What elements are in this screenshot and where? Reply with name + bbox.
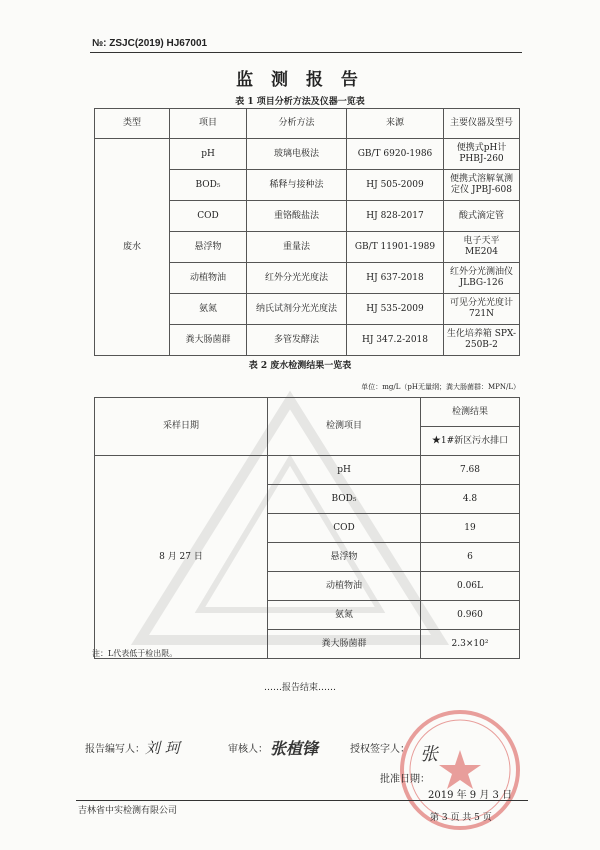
item-cell: 粪大肠菌群: [268, 630, 421, 659]
col-header-item: 项目: [170, 109, 247, 139]
item-cell: BOD₅: [170, 170, 247, 201]
results-table: [94, 397, 520, 659]
instrument-cell: 电子天平 ME204: [444, 232, 520, 263]
date-cell: 8 月 27 日: [95, 456, 268, 659]
header-rule: [90, 52, 522, 53]
source-cell: HJ 637-2018: [347, 263, 444, 294]
method-cell: 玻璃电极法: [247, 139, 347, 170]
table-row: [95, 139, 520, 170]
approve-date: 2019 年 9 月 3 日: [428, 790, 513, 801]
signer-label: 授权签字人：: [350, 744, 410, 755]
writer-label: 报告编写人：: [85, 744, 145, 755]
reviewer-signature: 张植锋: [270, 739, 319, 758]
item-cell: 悬浮物: [170, 232, 247, 263]
source-cell: HJ 505-2009: [347, 170, 444, 201]
instrument-cell: 便携式溶解氧测定仪 JPBJ-608: [444, 170, 520, 201]
item-cell: 动植物油: [170, 263, 247, 294]
value-cell: 0.06L: [421, 572, 520, 601]
writer-signature: 刘 珂: [145, 739, 180, 757]
footnote: 注：L代表低于检出限。: [92, 649, 178, 658]
end-of-report: ……报告结束……: [263, 683, 336, 693]
value-cell: 4.8: [421, 485, 520, 514]
footer-rule: [76, 800, 528, 801]
company-name: 吉林省中实检测有限公司: [78, 806, 178, 816]
report-title: 监 测 报 告: [236, 70, 364, 90]
type-cell: 废水: [95, 139, 170, 356]
col-header-date: 采样日期: [95, 398, 268, 456]
item-cell: 悬浮物: [268, 543, 421, 572]
source-cell: GB/T 11901-1989: [347, 232, 444, 263]
table-row: [95, 456, 520, 485]
item-cell: COD: [268, 514, 421, 543]
col-header-method: 分析方法: [247, 109, 347, 139]
source-cell: HJ 535-2009: [347, 294, 444, 325]
method-cell: 多管发酵法: [247, 325, 347, 356]
item-cell: 动植物油: [268, 572, 421, 601]
method-cell: 重铬酸盐法: [247, 201, 347, 232]
method-cell: 红外分光光度法: [247, 263, 347, 294]
table1-caption: 表 1 项目分析方法及仪器一览表: [235, 97, 365, 107]
value-cell: 2.3×10²: [421, 630, 520, 659]
col-header-item: 检测项目: [268, 398, 421, 456]
col-header-result: 检测结果: [421, 398, 520, 427]
item-cell: pH: [268, 456, 421, 485]
method-cell: 重量法: [247, 232, 347, 263]
table2-caption: 表 2 废水检测结果一览表: [248, 361, 352, 371]
approve-date-label: 批准日期：: [380, 774, 430, 785]
report-number: №: ZSJC(2019) HJ67001: [92, 38, 208, 49]
item-cell: pH: [170, 139, 247, 170]
item-cell: BOD₅: [268, 485, 421, 514]
source-cell: GB/T 6920-1986: [347, 139, 444, 170]
value-cell: 7.68: [421, 456, 520, 485]
instrument-cell: 红外分光测油仪 JLBG-126: [444, 263, 520, 294]
item-cell: 氨氮: [170, 294, 247, 325]
item-cell: 粪大肠菌群: [170, 325, 247, 356]
sampling-point: ★1#新区污水排口: [421, 427, 520, 456]
unit-note: 单位：mg/L（pH无量纲；粪大肠菌群：MPN/L）: [361, 383, 520, 391]
methods-table: [94, 108, 520, 356]
instrument-cell: 酸式滴定管: [444, 201, 520, 232]
instrument-cell: 可见分光光度计 721N: [444, 294, 520, 325]
value-cell: 19: [421, 514, 520, 543]
page-number: 第 3 页 共 5 页: [430, 813, 492, 823]
method-cell: 纳氏试剂分光光度法: [247, 294, 347, 325]
item-cell: 氨氮: [268, 601, 421, 630]
source-cell: HJ 347.2-2018: [347, 325, 444, 356]
col-header-type: 类型: [95, 109, 170, 139]
col-header-instrument: 主要仪器及型号: [444, 109, 520, 139]
instrument-cell: 便携式pH计 PHBJ-260: [444, 139, 520, 170]
method-cell: 稀释与接种法: [247, 170, 347, 201]
value-cell: 6: [421, 543, 520, 572]
signer-signature: 张: [420, 744, 438, 765]
item-cell: COD: [170, 201, 247, 232]
value-cell: 0.960: [421, 601, 520, 630]
source-cell: HJ 828-2017: [347, 201, 444, 232]
reviewer-label: 审核人：: [228, 744, 268, 755]
instrument-cell: 生化培养箱 SPX-250B-2: [444, 325, 520, 356]
col-header-source: 来源: [347, 109, 444, 139]
